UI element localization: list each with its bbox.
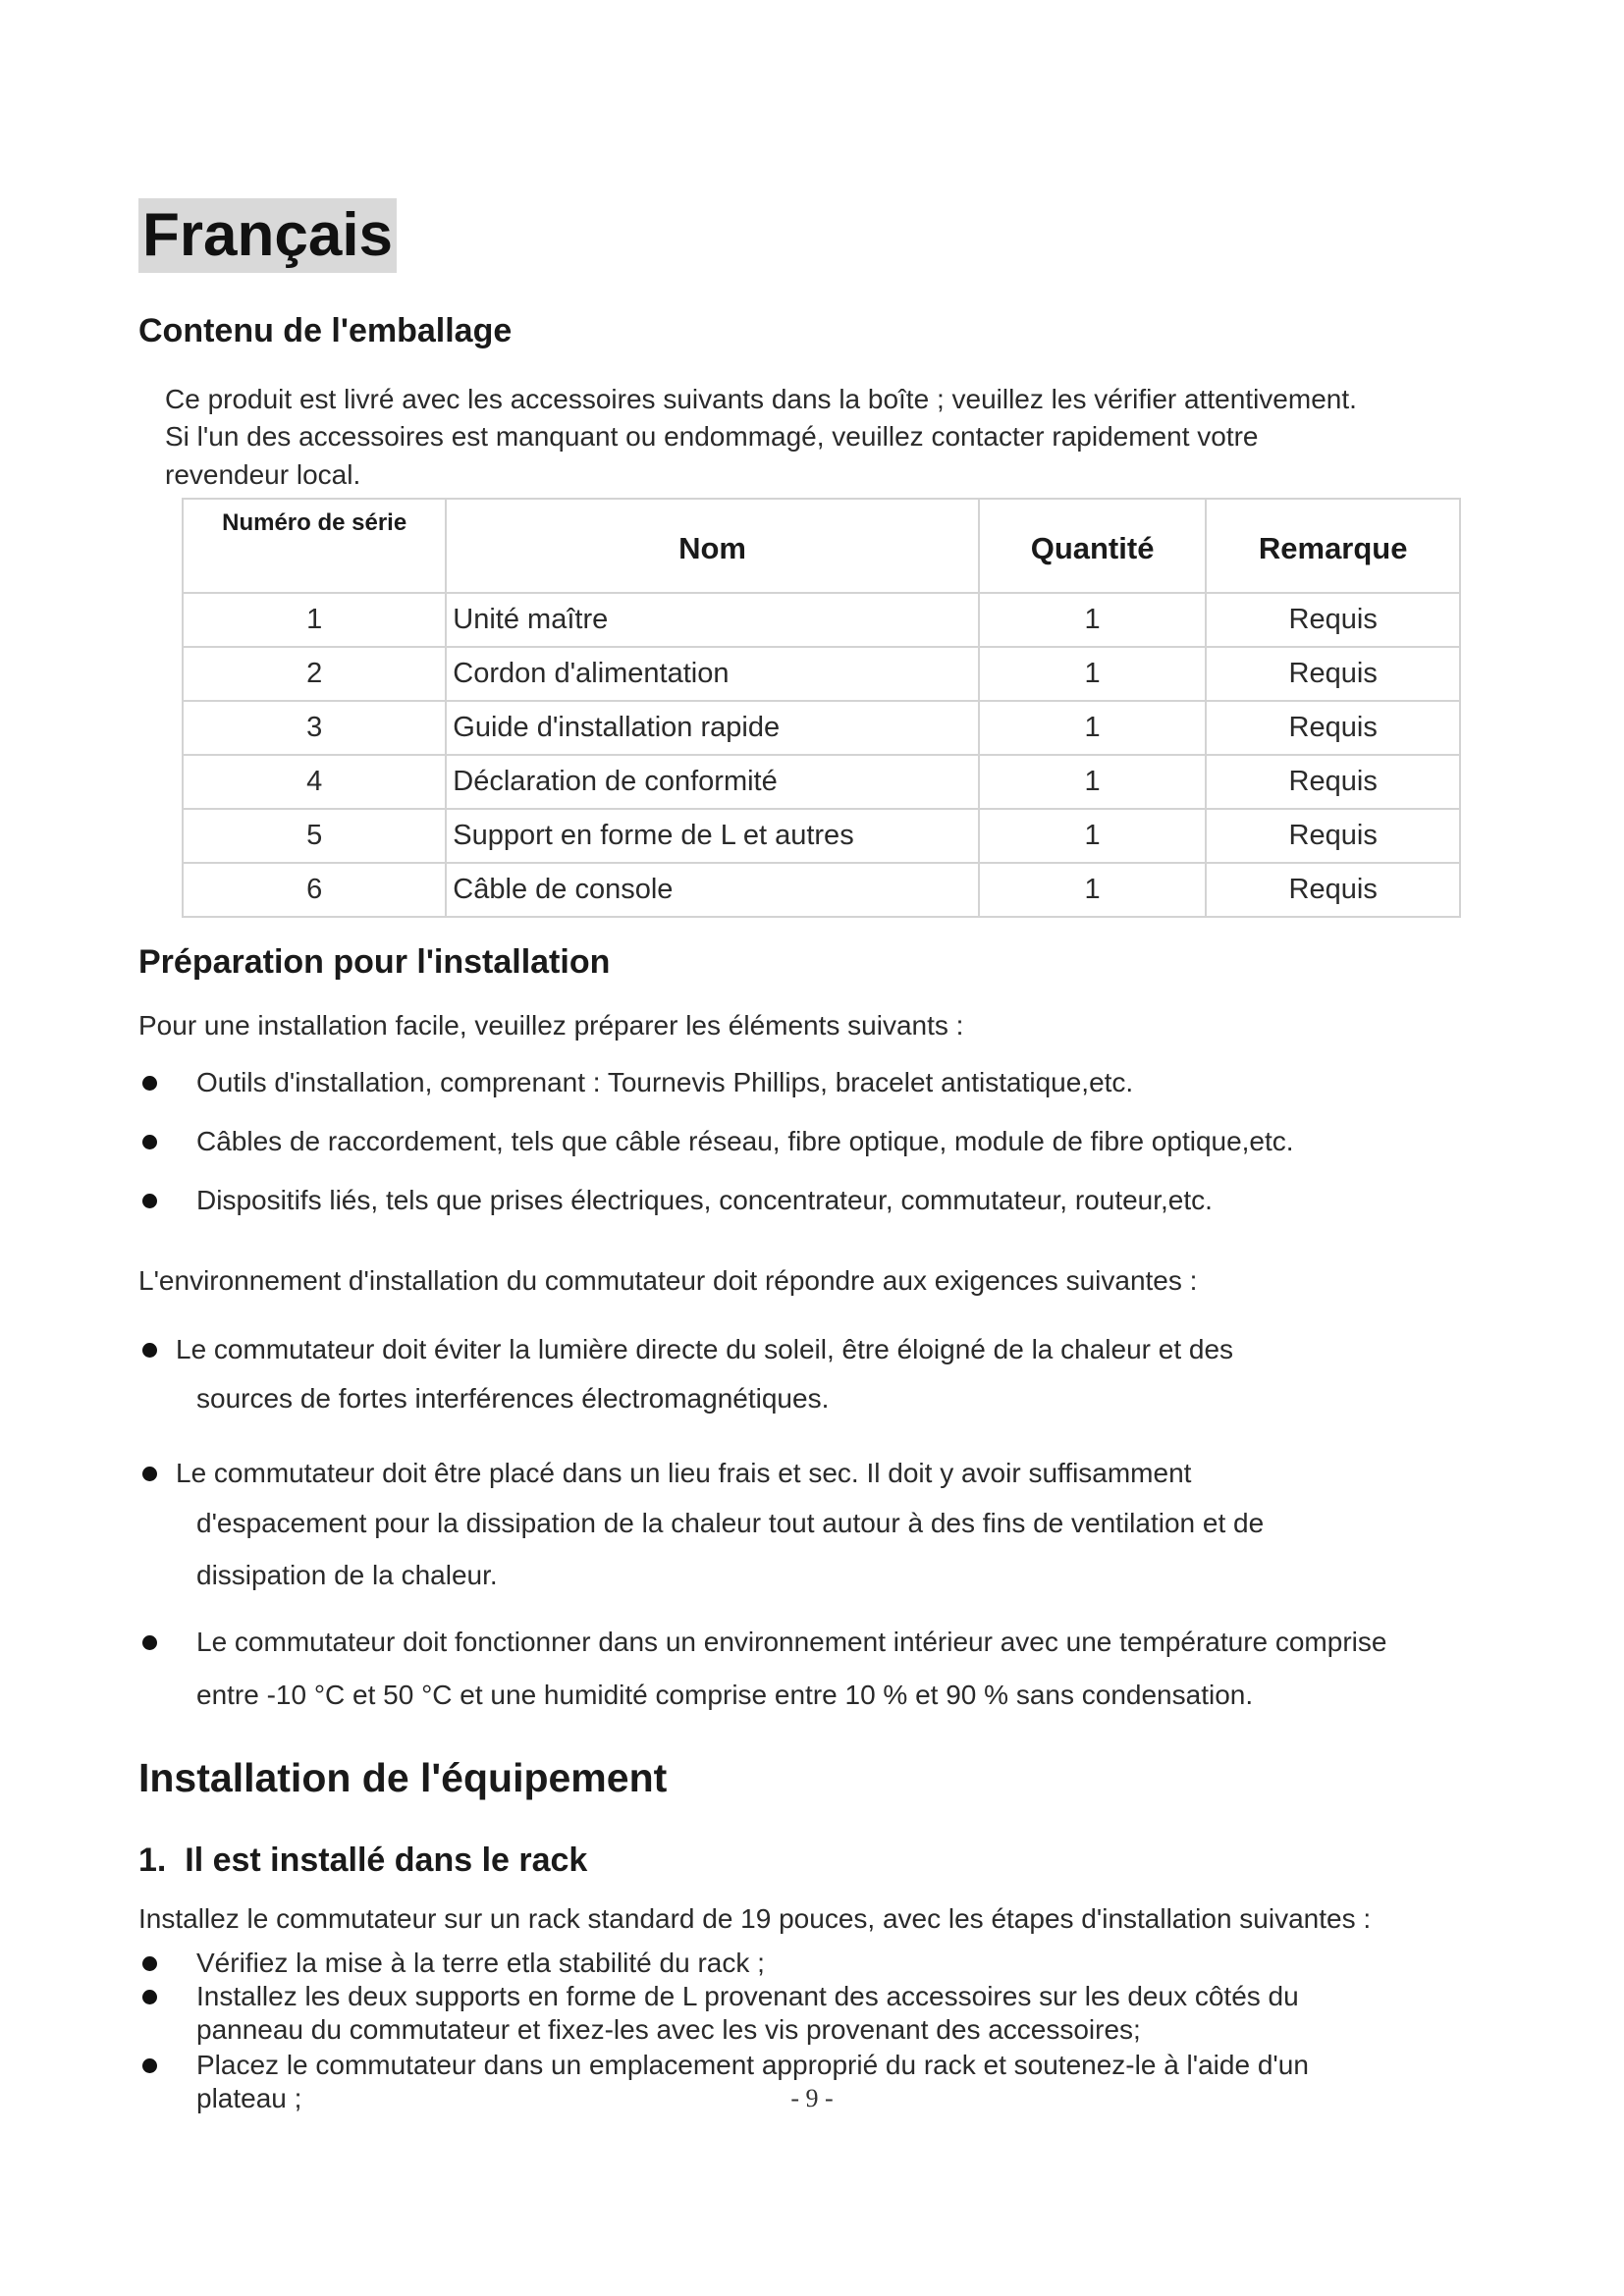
page-title: Français [138, 198, 397, 273]
cell-serial: 5 [183, 809, 446, 863]
cell-quantity: 1 [979, 809, 1207, 863]
preparation-item-1: Outils d'installation, comprenant : Tournevis Phillips, bracelet antistatique,etc. [196, 1067, 1134, 1097]
bullet-icon [142, 2058, 157, 2073]
installation-step-2-line-1: Installez les deux supports en forme de L provenant des accessoires sur les deux côtés du [196, 1981, 1299, 2011]
environment-item-2-line-1: Le commutateur doit être placé dans un lieu frais et sec. Il doit y avoir suffisamment [176, 1458, 1192, 1488]
cell-remark: Requis [1206, 863, 1460, 917]
cell-serial: 3 [183, 701, 446, 755]
cell-remark: Requis [1206, 809, 1460, 863]
header-name: Nom [446, 499, 978, 593]
table-header-row [183, 499, 1460, 593]
bullet-icon [142, 1467, 157, 1481]
table-row [183, 647, 1460, 701]
preparation-intro: Pour une installation facile, veuillez préparer les éléments suivants : [138, 1010, 964, 1041]
installation-sub-heading: 1. Il est installé dans le rack [138, 1842, 588, 1879]
package-heading: Contenu de l'emballage [138, 312, 513, 349]
page-number: - 9 - [790, 2084, 834, 2112]
cell-quantity: 1 [979, 593, 1207, 647]
preparation-item-2: Câbles de raccordement, tels que câble réseau, fibre optique, module de fibre optique,etc. [196, 1126, 1294, 1156]
bullet-icon [142, 1635, 157, 1650]
bullet-icon [142, 1956, 157, 1971]
cell-remark: Requis [1206, 647, 1460, 701]
cell-name: Déclaration de conformité [446, 755, 978, 809]
package-intro-line-3: revendeur local. [165, 459, 361, 490]
cell-name: Guide d'installation rapide [446, 701, 978, 755]
environment-intro: L'environnement d'installation du commutateur doit répondre aux exigences suivantes : [138, 1265, 1198, 1296]
installation-step-2-line-2: panneau du commutateur et fixez-les avec les vis provenant des accessoires; [196, 2014, 1141, 2045]
package-contents-table [182, 498, 1461, 918]
header-remark: Remarque [1206, 499, 1460, 593]
cell-quantity: 1 [979, 755, 1207, 809]
environment-item-3-line-1: Le commutateur doit fonctionner dans un environnement intérieur avec une température comprise [196, 1627, 1387, 1657]
table-row [183, 701, 1460, 755]
installation-step-3-line-1: Placez le commutateur dans un emplacement approprié du rack et soutenez-le à l'aide d'un [196, 2050, 1309, 2080]
package-intro-line-2: Si l'un des accessoires est manquant ou endommagé, veuillez contacter rapidement votre [165, 421, 1259, 452]
cell-name: Support en forme de L et autres [446, 809, 978, 863]
preparation-heading: Préparation pour l'installation [138, 943, 611, 981]
installation-step-1: Vérifiez la mise à la terre etla stabilité du rack ; [196, 1948, 765, 1978]
environment-item-1-line-1: Le commutateur doit éviter la lumière directe du soleil, être éloigné de la chaleur et des [176, 1334, 1234, 1364]
cell-serial: 2 [183, 647, 446, 701]
cell-serial: 6 [183, 863, 446, 917]
table-row [183, 755, 1460, 809]
installation-heading: Installation de l'équipement [138, 1755, 668, 1800]
header-quantity: Quantité [979, 499, 1207, 593]
cell-quantity: 1 [979, 701, 1207, 755]
table-row [183, 809, 1460, 863]
bullet-icon [142, 1990, 157, 2004]
environment-item-1-line-2: sources de fortes interférences électromagnétiques. [196, 1383, 830, 1414]
cell-name: Unité maître [446, 593, 978, 647]
environment-item-2-line-3: dissipation de la chaleur. [196, 1560, 498, 1590]
cell-serial: 1 [183, 593, 446, 647]
cell-name: Câble de console [446, 863, 978, 917]
cell-serial: 4 [183, 755, 446, 809]
installation-step-3-line-2: plateau ; [196, 2083, 302, 2113]
cell-remark: Requis [1206, 593, 1460, 647]
environment-item-2-line-2: d'espacement pour la dissipation de la chaleur tout autour à des fins de ventilation et de [196, 1508, 1265, 1538]
bullet-icon [142, 1194, 157, 1208]
table-row [183, 863, 1460, 917]
cell-name: Cordon d'alimentation [446, 647, 978, 701]
header-serial-number: Numéro de série [183, 499, 446, 593]
installation-intro: Installez le commutateur sur un rack standard de 19 pouces, avec les étapes d'installation suivantes : [138, 1903, 1372, 1934]
preparation-item-3: Dispositifs liés, tels que prises électriques, concentrateur, commutateur, routeur,etc. [196, 1185, 1213, 1215]
cell-quantity: 1 [979, 863, 1207, 917]
bullet-icon [142, 1343, 157, 1358]
package-intro-line-1: Ce produit est livré avec les accessoires suivants dans la boîte ; veuillez les vérifier attentivement. [165, 384, 1357, 414]
cell-remark: Requis [1206, 701, 1460, 755]
bullet-icon [142, 1135, 157, 1149]
cell-quantity: 1 [979, 647, 1207, 701]
table-row [183, 593, 1460, 647]
cell-remark: Requis [1206, 755, 1460, 809]
bullet-icon [142, 1076, 157, 1091]
environment-item-3-line-2: entre -10 °C et 50 °C et une humidité comprise entre 10 % et 90 % sans condensation. [196, 1680, 1254, 1710]
